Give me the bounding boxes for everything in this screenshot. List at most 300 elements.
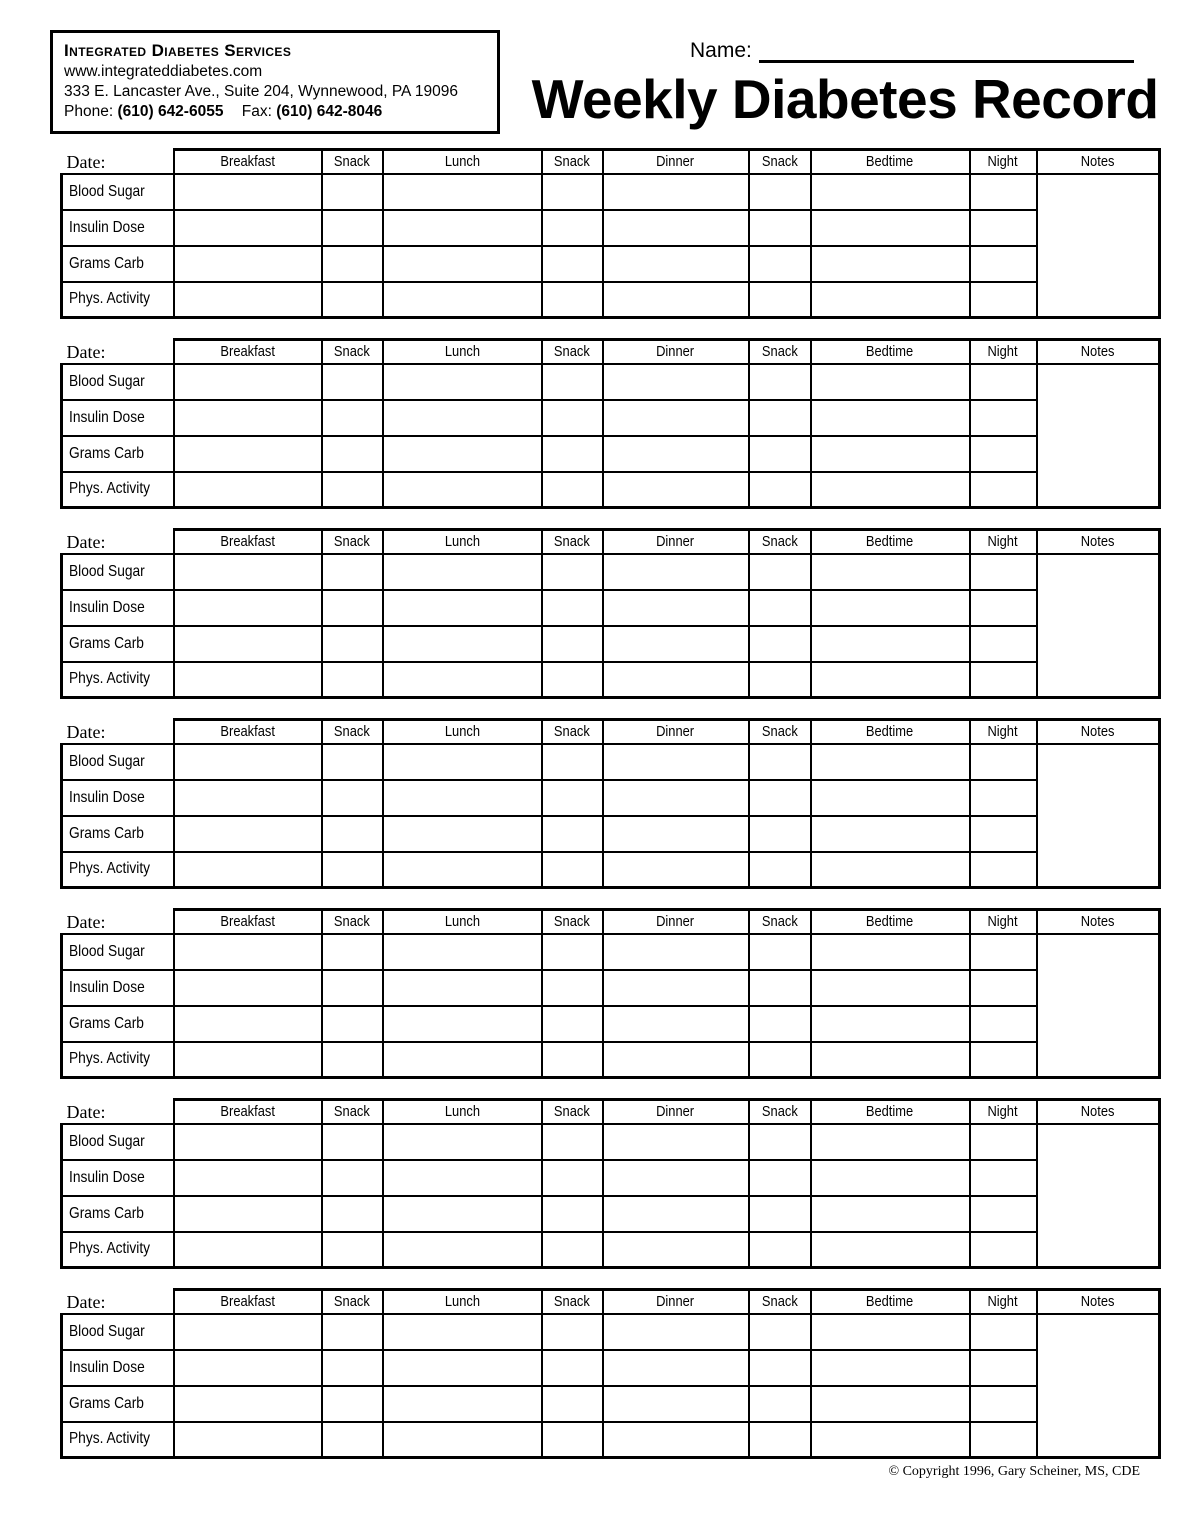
entry-cell [970, 1006, 1037, 1042]
col-header-night: Night [970, 720, 1037, 744]
col-header-snack-2: Snack [542, 1290, 603, 1314]
weekly-record-table [60, 908, 1161, 1079]
entry-cell [749, 436, 811, 472]
entry-cell [811, 1042, 970, 1078]
entry-cell [322, 1006, 383, 1042]
entry-cell [749, 1232, 811, 1268]
row-label-insulin-dose: Insulin Dose [62, 1350, 174, 1386]
col-header-snack-1: Snack [322, 1290, 383, 1314]
col-header-snack-2: Snack [542, 150, 603, 174]
entry-cell [542, 744, 603, 780]
entry-cell [542, 1386, 603, 1422]
col-header-snack-1: Snack [322, 340, 383, 364]
col-header-breakfast: Breakfast [174, 1290, 322, 1314]
col-header-notes: Notes [1037, 720, 1160, 744]
col-header-snack-3: Snack [749, 530, 811, 554]
entry-cell [383, 626, 542, 662]
entry-cell [383, 816, 542, 852]
name-field-row [520, 30, 1134, 63]
entry-cell [811, 174, 970, 210]
entry-cell [811, 590, 970, 626]
row-label-phys-activity: Phys. Activity [62, 472, 174, 508]
entry-cell [322, 1386, 383, 1422]
entry-cell [322, 1196, 383, 1232]
entry-cell [811, 282, 970, 318]
col-header-breakfast: Breakfast [174, 720, 322, 744]
phone-label: Phone: [64, 103, 114, 120]
col-header-bedtime: Bedtime [811, 530, 970, 554]
entry-cell [174, 1232, 322, 1268]
entry-cell [383, 970, 542, 1006]
entry-cell [174, 744, 322, 780]
entry-cell [542, 1196, 603, 1232]
entry-cell [603, 1422, 749, 1458]
row-label-insulin-dose: Insulin Dose [62, 590, 174, 626]
entry-cell [383, 662, 542, 698]
entry-cell [749, 1314, 811, 1350]
entry-cell [383, 174, 542, 210]
entry-cell [603, 1314, 749, 1350]
col-header-snack-2: Snack [542, 720, 603, 744]
entry-cell [322, 400, 383, 436]
entry-cell [383, 934, 542, 970]
entry-cell [749, 780, 811, 816]
row-label-grams-carb: Grams Carb [62, 1196, 174, 1232]
entry-cell [603, 1006, 749, 1042]
col-header-snack-1: Snack [322, 150, 383, 174]
entry-cell [970, 744, 1037, 780]
entry-cell [174, 364, 322, 400]
entry-cell [383, 852, 542, 888]
col-header-snack-1: Snack [322, 720, 383, 744]
entry-cell [174, 780, 322, 816]
entry-cell [322, 744, 383, 780]
entry-cell [174, 246, 322, 282]
col-header-snack-2: Snack [542, 1100, 603, 1124]
entry-cell [322, 210, 383, 246]
row-label-blood-sugar: Blood Sugar [62, 174, 174, 210]
col-header-snack-3: Snack [749, 1100, 811, 1124]
entry-cell [322, 364, 383, 400]
entry-cell [811, 626, 970, 662]
entry-cell [811, 1350, 970, 1386]
entry-cell [603, 246, 749, 282]
entry-cell [174, 1386, 322, 1422]
entry-cell [603, 852, 749, 888]
entry-cell [970, 436, 1037, 472]
entry-cell [603, 400, 749, 436]
entry-cell [383, 1350, 542, 1386]
col-header-notes: Notes [1037, 150, 1160, 174]
entry-cell [542, 1314, 603, 1350]
entry-cell [542, 852, 603, 888]
entry-cell [383, 780, 542, 816]
entry-cell [542, 1124, 603, 1160]
entry-cell [811, 1232, 970, 1268]
entry-cell [811, 970, 970, 1006]
entry-cell [174, 174, 322, 210]
entry-cell [749, 174, 811, 210]
date-label-cell [62, 530, 174, 554]
entry-cell [811, 1422, 970, 1458]
col-header-lunch: Lunch [383, 530, 542, 554]
entry-cell [383, 744, 542, 780]
entry-cell [749, 662, 811, 698]
entry-cell [322, 246, 383, 282]
col-header-snack-3: Snack [749, 1290, 811, 1314]
entry-cell [383, 1042, 542, 1078]
row-label-grams-carb: Grams Carb [62, 1386, 174, 1422]
entry-cell [174, 662, 322, 698]
col-header-bedtime: Bedtime [811, 910, 970, 934]
col-header-bedtime: Bedtime [811, 150, 970, 174]
date-label-cell [62, 1100, 174, 1124]
entry-cell [970, 1042, 1037, 1078]
entry-cell [542, 590, 603, 626]
col-header-bedtime: Bedtime [811, 1100, 970, 1124]
entry-cell [603, 554, 749, 590]
entry-cell [174, 934, 322, 970]
entry-cell [383, 210, 542, 246]
entry-cell [749, 1422, 811, 1458]
weekly-record-tables [60, 148, 1161, 1478]
col-header-notes: Notes [1037, 1290, 1160, 1314]
entry-cell [811, 816, 970, 852]
entry-cell [811, 1160, 970, 1196]
entry-cell [749, 1386, 811, 1422]
entry-cell [542, 246, 603, 282]
entry-cell [322, 174, 383, 210]
entry-cell [749, 1196, 811, 1232]
clinic-address: 333 E. Lancaster Ave., Suite 204, Wynnewood, PA 19096 [64, 83, 458, 100]
entry-cell [811, 744, 970, 780]
date-label: Date: [66, 721, 106, 742]
entry-cell [383, 1232, 542, 1268]
entry-cell [174, 1160, 322, 1196]
col-header-notes: Notes [1037, 910, 1160, 934]
col-header-bedtime: Bedtime [811, 340, 970, 364]
entry-cell [603, 1232, 749, 1268]
col-header-lunch: Lunch [383, 150, 542, 174]
entry-cell [322, 662, 383, 698]
entry-cell [322, 1232, 383, 1268]
weekly-record-table [60, 718, 1161, 889]
entry-cell [174, 626, 322, 662]
weekly-record-table [60, 148, 1161, 319]
entry-cell [603, 364, 749, 400]
entry-cell [603, 662, 749, 698]
entry-cell [322, 1124, 383, 1160]
entry-cell [970, 400, 1037, 436]
entry-cell [174, 400, 322, 436]
weekly-record-table [60, 1288, 1161, 1459]
col-header-breakfast: Breakfast [174, 340, 322, 364]
entry-cell [322, 852, 383, 888]
name-blank-line [759, 36, 1134, 63]
row-label-grams-carb: Grams Carb [62, 626, 174, 662]
entry-cell [174, 282, 322, 318]
date-label-cell [62, 910, 174, 934]
col-header-night: Night [970, 1100, 1037, 1124]
entry-cell [383, 472, 542, 508]
entry-cell [603, 934, 749, 970]
date-label: Date: [66, 341, 106, 362]
entry-cell [811, 210, 970, 246]
page-header [50, 30, 1170, 134]
entry-cell [970, 472, 1037, 508]
entry-cell [970, 852, 1037, 888]
entry-cell [811, 1124, 970, 1160]
entry-cell [970, 364, 1037, 400]
entry-cell [383, 1006, 542, 1042]
row-label-insulin-dose: Insulin Dose [62, 780, 174, 816]
entry-cell [811, 852, 970, 888]
entry-cell [322, 282, 383, 318]
entry-cell [542, 174, 603, 210]
entry-cell [383, 1196, 542, 1232]
col-header-snack-3: Snack [749, 340, 811, 364]
col-header-dinner: Dinner [603, 910, 749, 934]
row-label-blood-sugar: Blood Sugar [62, 1314, 174, 1350]
col-header-notes: Notes [1037, 1100, 1160, 1124]
entry-cell [322, 970, 383, 1006]
row-label-grams-carb: Grams Carb [62, 816, 174, 852]
entry-cell [322, 472, 383, 508]
entry-cell [383, 400, 542, 436]
entry-cell [603, 1160, 749, 1196]
date-label-cell [62, 1290, 174, 1314]
col-header-dinner: Dinner [603, 1100, 749, 1124]
entry-cell [603, 816, 749, 852]
entry-cell [603, 1042, 749, 1078]
entry-cell [542, 282, 603, 318]
row-label-blood-sugar: Blood Sugar [62, 744, 174, 780]
col-header-night: Night [970, 910, 1037, 934]
entry-cell [322, 1314, 383, 1350]
row-label-grams-carb: Grams Carb [62, 436, 174, 472]
entry-cell [970, 174, 1037, 210]
entry-cell [542, 472, 603, 508]
phone-number: (610) 642-6055 [117, 103, 224, 120]
entry-cell [322, 1160, 383, 1196]
entry-cell [542, 400, 603, 436]
entry-cell [542, 970, 603, 1006]
entry-cell [174, 1124, 322, 1160]
col-header-lunch: Lunch [383, 1100, 542, 1124]
entry-cell [603, 626, 749, 662]
entry-cell [749, 626, 811, 662]
entry-cell [322, 1422, 383, 1458]
entry-cell [970, 780, 1037, 816]
entry-cell [970, 246, 1037, 282]
page-title: Weekly Diabetes Record [531, 68, 1159, 130]
entry-cell [749, 246, 811, 282]
col-header-snack-3: Snack [749, 910, 811, 934]
row-label-blood-sugar: Blood Sugar [62, 1124, 174, 1160]
col-header-bedtime: Bedtime [811, 1290, 970, 1314]
col-header-lunch: Lunch [383, 1290, 542, 1314]
weekly-record-table [60, 338, 1161, 509]
row-label-phys-activity: Phys. Activity [62, 852, 174, 888]
entry-cell [383, 1124, 542, 1160]
entry-cell [174, 1422, 322, 1458]
entry-cell [383, 364, 542, 400]
weekly-record-table [60, 1098, 1161, 1269]
entry-cell [749, 400, 811, 436]
entry-cell [811, 780, 970, 816]
entry-cell [383, 436, 542, 472]
entry-cell [970, 1232, 1037, 1268]
col-header-lunch: Lunch [383, 910, 542, 934]
col-header-snack-3: Snack [749, 720, 811, 744]
date-label: Date: [66, 1291, 106, 1312]
col-header-night: Night [970, 530, 1037, 554]
col-header-snack-1: Snack [322, 910, 383, 934]
entry-cell [749, 282, 811, 318]
entry-cell [603, 1124, 749, 1160]
entry-cell [174, 472, 322, 508]
entry-cell [383, 1422, 542, 1458]
notes-cell [1037, 1124, 1160, 1268]
entry-cell [811, 246, 970, 282]
col-header-breakfast: Breakfast [174, 530, 322, 554]
entry-cell [542, 1422, 603, 1458]
row-label-phys-activity: Phys. Activity [62, 282, 174, 318]
entry-cell [322, 780, 383, 816]
entry-cell [603, 1386, 749, 1422]
entry-cell [749, 852, 811, 888]
row-label-phys-activity: Phys. Activity [62, 662, 174, 698]
entry-cell [811, 662, 970, 698]
entry-cell [174, 1196, 322, 1232]
col-header-night: Night [970, 1290, 1037, 1314]
entry-cell [322, 436, 383, 472]
col-header-snack-1: Snack [322, 530, 383, 554]
entry-cell [970, 1386, 1037, 1422]
entry-cell [603, 1196, 749, 1232]
col-header-dinner: Dinner [603, 150, 749, 174]
date-label-cell [62, 340, 174, 364]
fax-number: (610) 642-8046 [276, 103, 383, 120]
entry-cell [603, 744, 749, 780]
entry-cell [749, 934, 811, 970]
entry-cell [749, 364, 811, 400]
row-label-insulin-dose: Insulin Dose [62, 400, 174, 436]
entry-cell [603, 590, 749, 626]
entry-cell [542, 934, 603, 970]
entry-cell [970, 934, 1037, 970]
entry-cell [811, 1314, 970, 1350]
entry-cell [749, 1006, 811, 1042]
col-header-dinner: Dinner [603, 720, 749, 744]
entry-cell [542, 210, 603, 246]
entry-cell [542, 554, 603, 590]
entry-cell [174, 590, 322, 626]
col-header-snack-2: Snack [542, 530, 603, 554]
date-label-cell [62, 150, 174, 174]
row-label-phys-activity: Phys. Activity [62, 1042, 174, 1078]
entry-cell [603, 282, 749, 318]
entry-cell [970, 590, 1037, 626]
entry-cell [383, 590, 542, 626]
row-label-phys-activity: Phys. Activity [62, 1422, 174, 1458]
entry-cell [970, 1124, 1037, 1160]
entry-cell [749, 816, 811, 852]
entry-cell [811, 1006, 970, 1042]
entry-cell [749, 472, 811, 508]
entry-cell [174, 436, 322, 472]
entry-cell [322, 1042, 383, 1078]
entry-cell [749, 1350, 811, 1386]
entry-cell [383, 1386, 542, 1422]
entry-cell [174, 970, 322, 1006]
entry-cell [603, 174, 749, 210]
fax-label: Fax: [241, 103, 272, 120]
entry-cell [970, 626, 1037, 662]
entry-cell [174, 554, 322, 590]
entry-cell [383, 1160, 542, 1196]
col-header-snack-1: Snack [322, 1100, 383, 1124]
entry-cell [383, 282, 542, 318]
col-header-notes: Notes [1037, 340, 1160, 364]
notes-cell [1037, 364, 1160, 508]
entry-cell [749, 210, 811, 246]
row-label-grams-carb: Grams Carb [62, 246, 174, 282]
date-label-cell [62, 720, 174, 744]
entry-cell [603, 1350, 749, 1386]
col-header-notes: Notes [1037, 530, 1160, 554]
entry-cell [811, 1386, 970, 1422]
notes-cell [1037, 744, 1160, 888]
col-header-snack-3: Snack [749, 150, 811, 174]
entry-cell [603, 970, 749, 1006]
entry-cell [383, 554, 542, 590]
clinic-name: Integrated Diabetes Services [64, 41, 292, 60]
entry-cell [749, 1124, 811, 1160]
entry-cell [542, 1160, 603, 1196]
col-header-dinner: Dinner [603, 340, 749, 364]
entry-cell [542, 780, 603, 816]
entry-cell [174, 210, 322, 246]
date-label: Date: [66, 911, 106, 932]
entry-cell [749, 590, 811, 626]
entry-cell [174, 1350, 322, 1386]
entry-cell [174, 852, 322, 888]
entry-cell [542, 364, 603, 400]
notes-cell [1037, 1314, 1160, 1458]
notes-cell [1037, 554, 1160, 698]
entry-cell [322, 590, 383, 626]
row-label-blood-sugar: Blood Sugar [62, 934, 174, 970]
entry-cell [749, 744, 811, 780]
row-label-insulin-dose: Insulin Dose [62, 970, 174, 1006]
entry-cell [322, 934, 383, 970]
entry-cell [749, 1160, 811, 1196]
entry-cell [811, 364, 970, 400]
entry-cell [542, 1006, 603, 1042]
title-column [520, 30, 1170, 134]
notes-cell [1037, 934, 1160, 1078]
col-header-bedtime: Bedtime [811, 720, 970, 744]
entry-cell [603, 436, 749, 472]
name-label: Name: [690, 39, 752, 62]
entry-cell [970, 210, 1037, 246]
copyright-line: © Copyright 1996, Gary Scheiner, MS, CDE [888, 1464, 1140, 1479]
entry-cell [383, 1314, 542, 1350]
entry-cell [970, 662, 1037, 698]
col-header-lunch: Lunch [383, 720, 542, 744]
date-label: Date: [66, 1101, 106, 1122]
